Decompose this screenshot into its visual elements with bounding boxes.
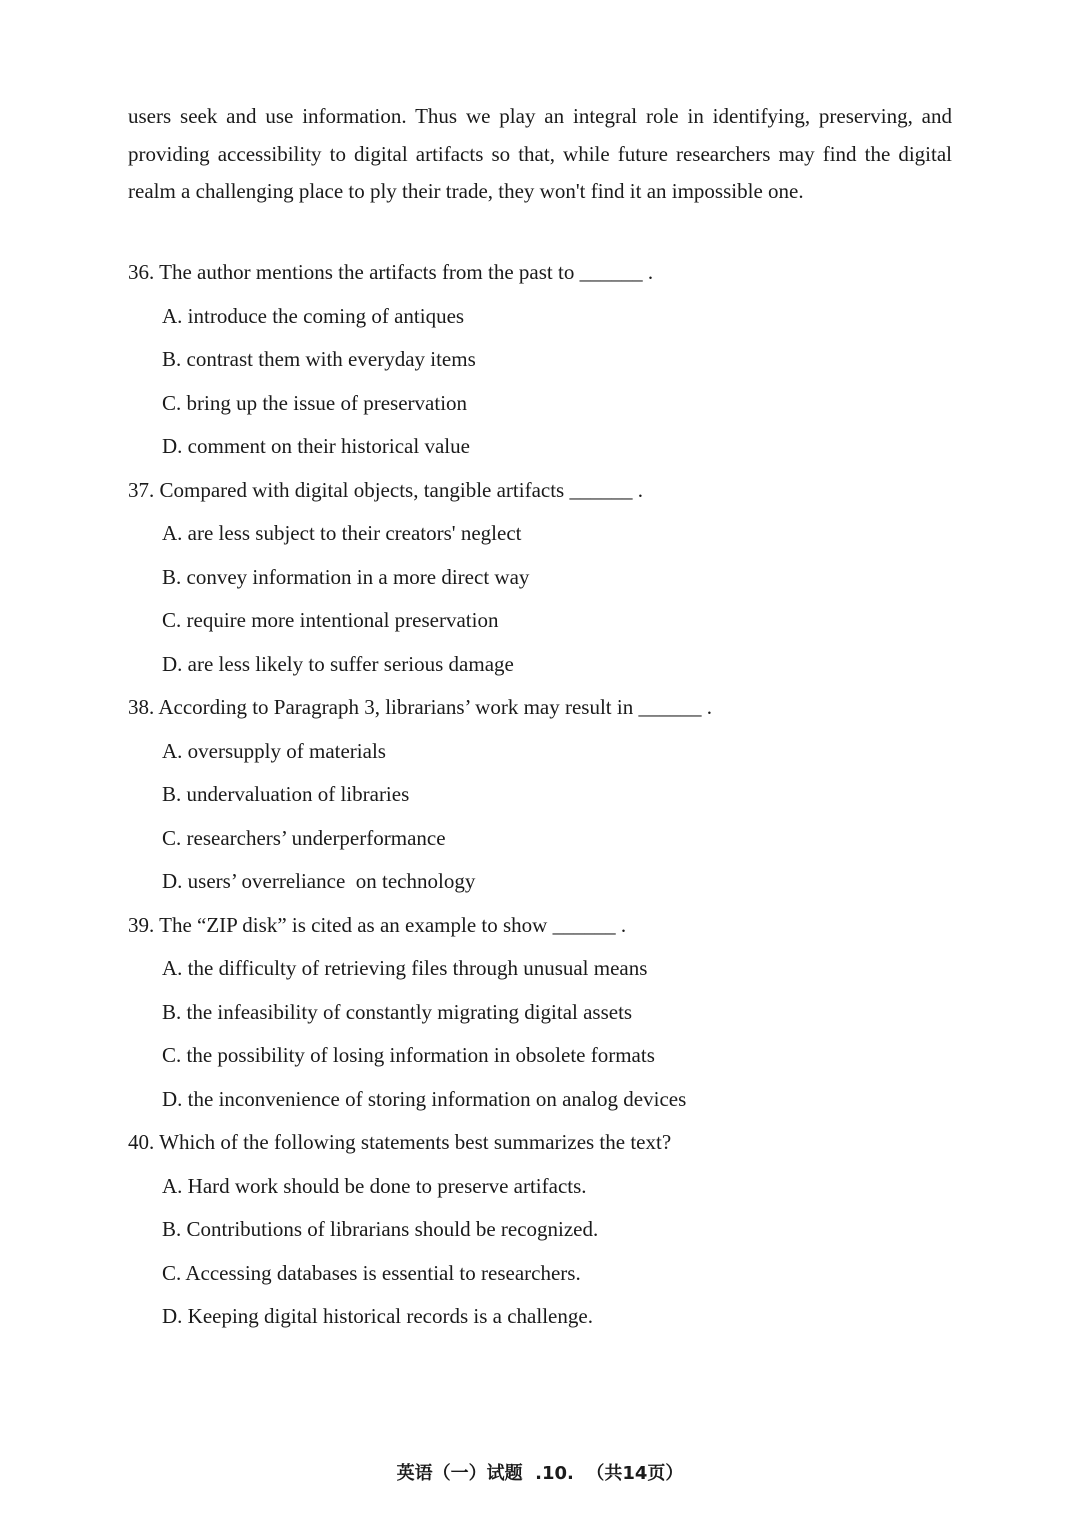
option-b: B. contrast them with everyday items [162, 347, 476, 371]
question-stem: 38. According to Paragraph 3, librarians’ work may result in ______ . [128, 695, 712, 719]
option-c: C. the possibility of losing information in obsolete formats [162, 1043, 655, 1067]
question-stem: 39. The “ZIP disk” is cited as an example to show ______ . [128, 912, 627, 937]
question-36 [128, 254, 952, 464]
option-d: D. users’ overreliance on technology [162, 869, 476, 893]
option-d: D. Keeping digital historical records is a challenge. [162, 1304, 593, 1328]
option-b: B. convey information in a more direct way [162, 564, 530, 589]
option-b: B. Contributions of librarians should be recognized. [162, 1217, 599, 1241]
question-stem: 36. The author mentions the artifacts from the past to ______ . [128, 260, 654, 284]
question-40 [128, 1124, 952, 1334]
question-38 [128, 689, 952, 899]
option-a: A. introduce the coming of antiques [162, 303, 465, 328]
option-a: A. oversupply of materials [162, 738, 386, 763]
option-d: D. the inconvenience of storing information on analog devices [162, 1086, 687, 1111]
question-37 [128, 472, 952, 682]
option-a: A. are less subject to their creators' neglect [162, 521, 522, 545]
option-c: C. researchers’ underperformance [162, 825, 446, 850]
question-39 [128, 907, 952, 1117]
page-footer: 英语（一）试题 .10. （共14页） [396, 1463, 684, 1484]
passage-line: realm a challenging place to ply their trade, they won't find it an impossible one. [128, 179, 804, 203]
passage-line: users seek and use information. Thus we play an integral role in identifying, preserving, and [128, 104, 952, 128]
option-a: A. the difficulty of retrieving files through unusual means [162, 956, 648, 980]
passage-line: providing accessibility to digital artifacts so that, while future researchers may find the digital [128, 141, 952, 166]
question-list [128, 254, 952, 1342]
question-stem: 37. Compared with digital objects, tangible artifacts ______ . [128, 477, 643, 502]
option-a: A. Hard work should be done to preserve artifacts. [162, 1173, 587, 1198]
option-c: C. require more intentional preservation [162, 608, 499, 632]
option-c: C. Accessing databases is essential to researchers. [162, 1260, 581, 1285]
option-d: D. are less likely to suffer serious damage [162, 651, 514, 676]
question-stem: 40. Which of the following statements best summarizes the text? [128, 1130, 672, 1154]
passage-text [128, 98, 952, 211]
option-b: B. undervaluation of libraries [162, 782, 410, 806]
option-c: C. bring up the issue of preservation [162, 390, 468, 415]
option-d: D. comment on their historical value [162, 434, 470, 458]
option-b: B. the infeasibility of constantly migrating digital assets [162, 999, 633, 1024]
